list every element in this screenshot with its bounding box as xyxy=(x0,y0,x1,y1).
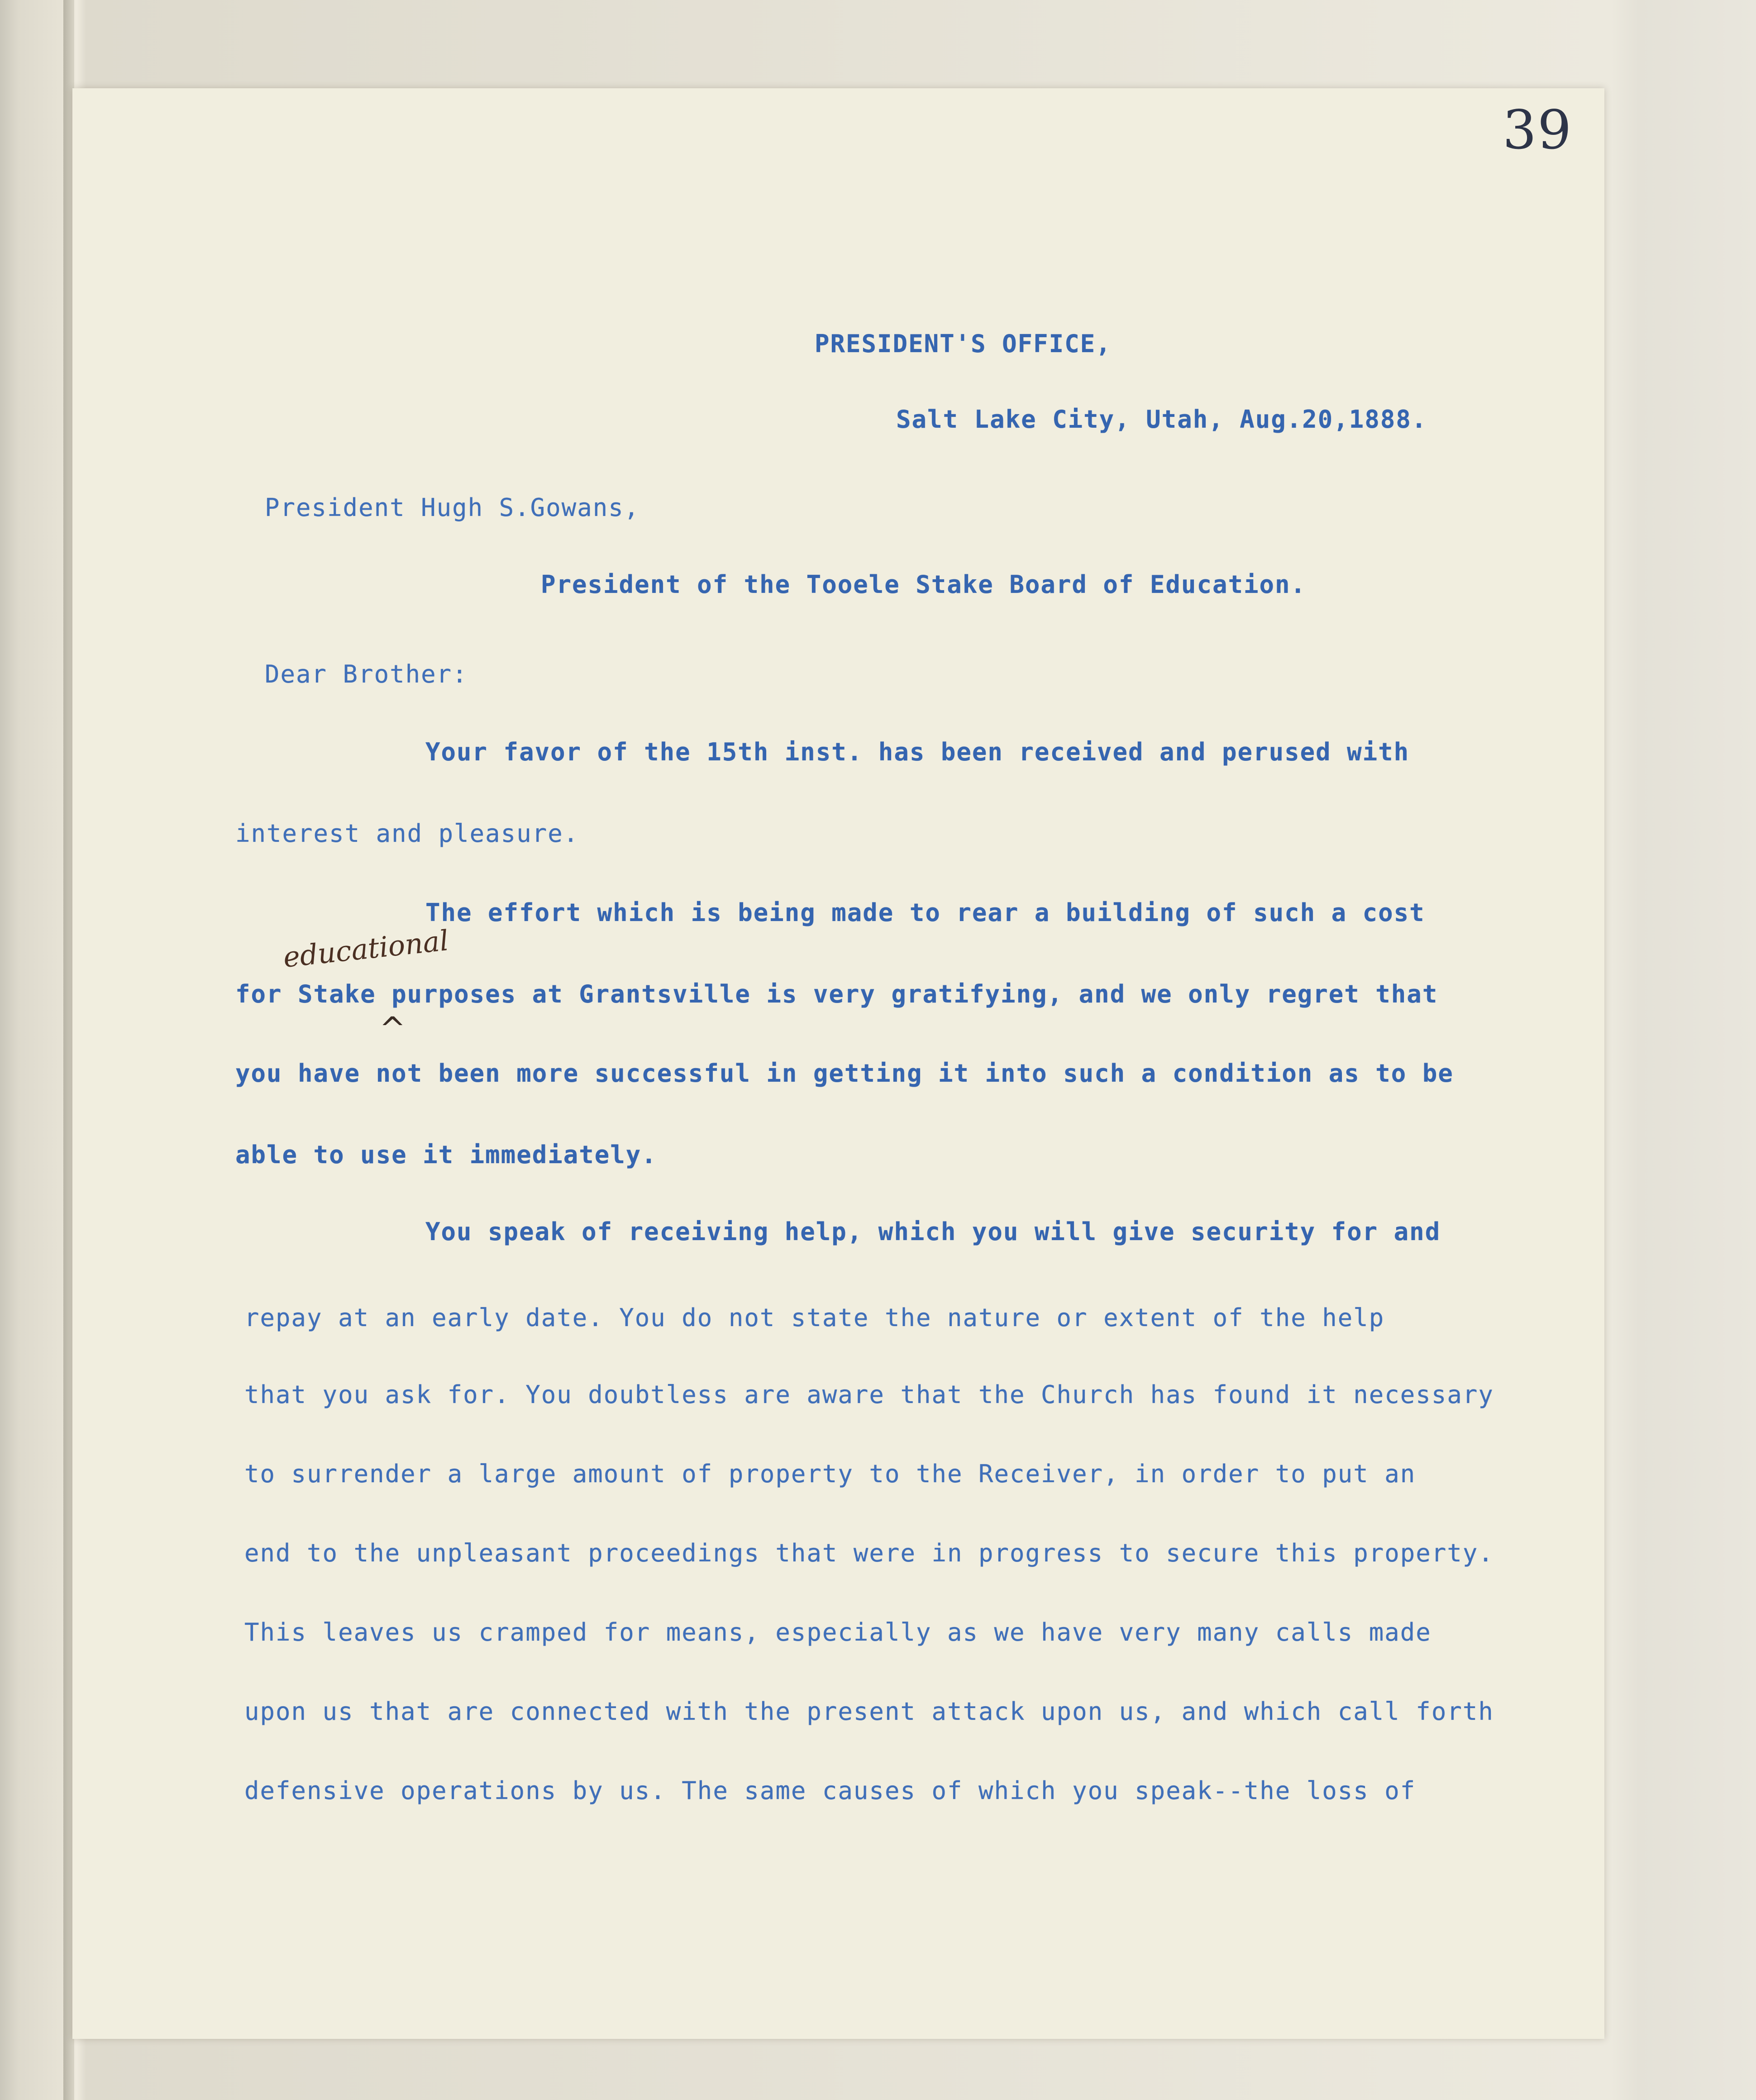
body-line: Your favor of the 15th inst. has been received and perused with xyxy=(425,738,1410,766)
body-line: that you ask for. You doubtless are aware that the Church has found it necessary xyxy=(244,1380,1494,1409)
place-date: Salt Lake City, Utah, Aug.20,1888. xyxy=(896,405,1427,434)
salutation: Dear Brother: xyxy=(265,660,468,688)
body-line: The effort which is being made to rear a building of such a cost xyxy=(425,898,1425,927)
letter-heading: PRESIDENT'S OFFICE, xyxy=(815,329,1112,358)
body-line: repay at an early date. You do not state the nature or extent of the help xyxy=(244,1303,1385,1332)
body-line: end to the unpleasant proceedings that were in progress to secure this property. xyxy=(244,1539,1494,1567)
body-line: to surrender a large amount of property to the Receiver, in order to put an xyxy=(244,1460,1416,1488)
insertion-caret-mark: ^ xyxy=(379,1010,406,1047)
body-line: defensive operations by us. The same causes of which you speak--the loss of xyxy=(244,1776,1416,1805)
body-line: able to use it immediately. xyxy=(235,1141,657,1169)
handwritten-insertion: educational xyxy=(282,924,450,974)
body-line: upon us that are connected with the present attack upon us, and which call forth xyxy=(244,1697,1494,1726)
recipient-title: President of the Tooele Stake Board of Education. xyxy=(541,570,1307,599)
recipient-name: President Hugh S.Gowans, xyxy=(265,493,640,522)
body-line: for Stake purposes at Grantsville is very gratifying, and we only regret that xyxy=(235,980,1438,1008)
body-line: This leaves us cramped for means, especially as we have very many calls made xyxy=(244,1618,1432,1647)
page-number: 39 xyxy=(1503,99,1573,161)
body-line: You speak of receiving help, which you will give security for and xyxy=(425,1217,1441,1246)
body-line: interest and pleasure. xyxy=(235,819,579,848)
body-line: you have not been more successful in getting it into such a condition as to be xyxy=(235,1059,1454,1088)
